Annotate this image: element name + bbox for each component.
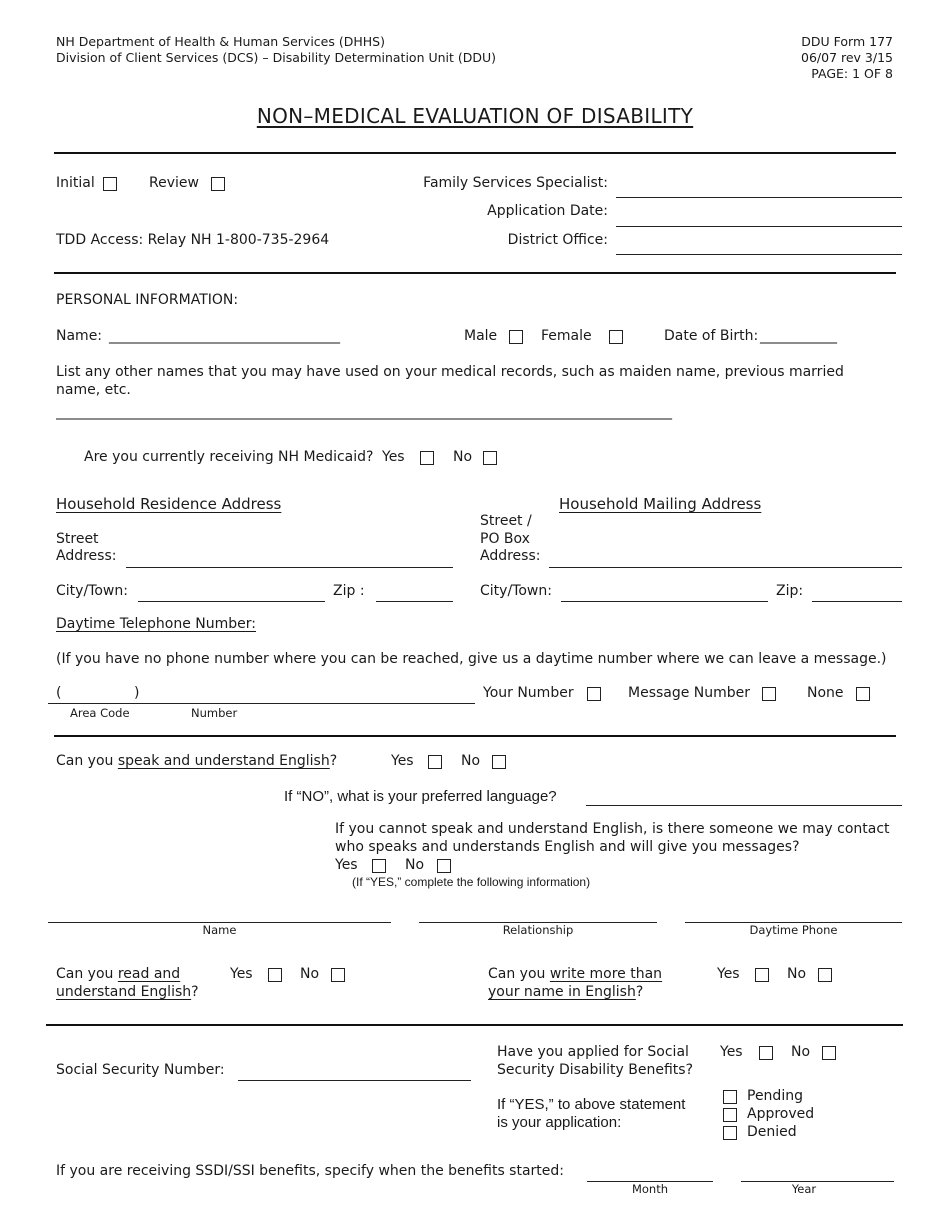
- dob-label: Date of Birth:: [664, 328, 759, 344]
- contact-yes-checkbox[interactable]: [372, 859, 386, 873]
- year-label: Year: [791, 1182, 817, 1196]
- mailing-city-field[interactable]: [561, 601, 768, 602]
- none-checkbox[interactable]: [856, 687, 870, 701]
- speak-yes-checkbox[interactable]: [428, 755, 442, 769]
- family-services-specialist-label: Family Services Specialist:: [423, 175, 608, 191]
- district-office-label: District Office:: [507, 232, 608, 248]
- street-label: Street: [56, 531, 99, 547]
- initial-label: Initial: [56, 175, 95, 191]
- applied-yes-checkbox[interactable]: [759, 1046, 773, 1060]
- application-date-label: Application Date:: [487, 203, 608, 219]
- medicaid-yes-checkbox[interactable]: [420, 451, 434, 465]
- residence-zip-label: Zip :: [333, 583, 365, 599]
- ssn-field[interactable]: [238, 1080, 471, 1081]
- form-title: NON–MEDICAL EVALUATION OF DISABILITY: [256, 104, 694, 128]
- write-english-question-line2: your name in English?: [488, 984, 644, 1000]
- write-no-label: No: [787, 966, 807, 982]
- other-names-field[interactable]: ________________________________________________________________________________________: [56, 404, 672, 420]
- contact-name-label: Name: [202, 923, 237, 937]
- form-number: DDU Form 177: [801, 34, 893, 49]
- denied-label: Denied: [747, 1124, 797, 1140]
- application-status-question-line2: is your application:: [497, 1114, 622, 1131]
- write-no-checkbox[interactable]: [818, 968, 832, 982]
- male-checkbox[interactable]: [509, 330, 523, 344]
- contact-question-line1: If you cannot speak and understand English, is there someone we may contact: [335, 821, 890, 837]
- contact-question-line2: who speaks and understands English and will give you messages?: [335, 839, 800, 855]
- benefits-start-question: If you are receiving SSDI/SSI benefits, specify when the benefits started:: [56, 1163, 565, 1179]
- department-name: NH Department of Health & Human Services (DHHS): [56, 34, 385, 49]
- po-box-label-3: Address:: [480, 548, 541, 564]
- contact-no-checkbox[interactable]: [437, 859, 451, 873]
- po-box-label: Street /: [480, 513, 532, 529]
- application-status-question-line1: If “YES,” to above statement: [497, 1096, 686, 1113]
- denied-checkbox[interactable]: [723, 1126, 737, 1140]
- message-number-checkbox[interactable]: [762, 687, 776, 701]
- preferred-language-field[interactable]: [586, 805, 902, 806]
- number-label: Number: [191, 706, 238, 720]
- contact-relationship-label: Relationship: [502, 923, 574, 937]
- name-label: Name:: [56, 328, 103, 344]
- preferred-language-question: If “NO”, what is your preferred language?: [284, 788, 557, 805]
- district-office-field[interactable]: [616, 254, 902, 255]
- speak-yes-label: Yes: [391, 753, 414, 769]
- read-yes-checkbox[interactable]: [268, 968, 282, 982]
- pending-checkbox[interactable]: [723, 1090, 737, 1104]
- mailing-zip-field[interactable]: [812, 601, 902, 602]
- contact-phone-label: Daytime Phone: [749, 923, 838, 937]
- mailing-address-title: Household Mailing Address: [559, 495, 762, 513]
- none-label: None: [807, 685, 844, 701]
- phone-number-field[interactable]: [48, 703, 475, 704]
- divider: [46, 1024, 903, 1026]
- residence-city-field[interactable]: [138, 601, 325, 602]
- medicaid-no-label: No: [453, 449, 473, 465]
- other-names-instructions: List any other names that you may have used on your medical records, such as maiden name, previous married name, etc.: [56, 364, 844, 398]
- section-title-personal: PERSONAL INFORMATION:: [56, 292, 239, 308]
- residence-city-label: City/Town:: [56, 583, 128, 599]
- approved-label: Approved: [747, 1106, 815, 1122]
- read-english-question: Can you read and: [56, 966, 181, 982]
- street-label-2: Address:: [56, 548, 117, 564]
- write-yes-checkbox[interactable]: [755, 968, 769, 982]
- month-label: Month: [631, 1182, 669, 1196]
- pending-label: Pending: [747, 1088, 803, 1104]
- mailing-zip-label: Zip:: [776, 583, 804, 599]
- if-yes-note: (If “YES,” complete the following information): [352, 875, 591, 889]
- family-services-specialist-field[interactable]: [616, 197, 902, 198]
- contact-yes-label: Yes: [335, 857, 358, 873]
- medicaid-yes-label: Yes: [382, 449, 405, 465]
- form-revision: 06/07 rev 3/15: [801, 50, 893, 65]
- residence-zip-field[interactable]: [376, 601, 453, 602]
- speak-no-checkbox[interactable]: [492, 755, 506, 769]
- mailing-street-field[interactable]: [549, 567, 902, 568]
- division-name: Division of Client Services (DCS) – Disability Determination Unit (DDU): [56, 50, 497, 65]
- your-number-label: Your Number: [483, 685, 574, 701]
- applied-no-checkbox[interactable]: [822, 1046, 836, 1060]
- approved-checkbox[interactable]: [723, 1108, 737, 1122]
- write-english-question: Can you write more than: [488, 966, 663, 982]
- area-code-close-paren: ): [134, 685, 140, 701]
- female-label: Female: [541, 328, 592, 344]
- speak-english-question: Can you speak and understand English?: [56, 753, 338, 769]
- ssn-label: Social Security Number:: [56, 1062, 225, 1078]
- applied-yes-label: Yes: [720, 1044, 743, 1060]
- your-number-checkbox[interactable]: [587, 687, 601, 701]
- divider: [54, 152, 896, 154]
- write-yes-label: Yes: [717, 966, 740, 982]
- area-code-open-paren: (: [56, 685, 62, 701]
- review-label: Review: [149, 175, 199, 191]
- residence-street-field[interactable]: [126, 567, 453, 568]
- medicaid-question: Are you currently receiving NH Medicaid?: [84, 449, 374, 465]
- residence-address-title: Household Residence Address: [56, 495, 282, 513]
- applied-ssdi-question-line1: Have you applied for Social: [497, 1044, 689, 1060]
- contact-no-label: No: [405, 857, 425, 873]
- male-label: Male: [464, 328, 498, 344]
- phone-note: (If you have no phone number where you can be reached, give us a daytime number where we can leave a message.): [56, 651, 887, 667]
- read-no-checkbox[interactable]: [331, 968, 345, 982]
- speak-no-label: No: [461, 753, 481, 769]
- initial-checkbox[interactable]: [103, 177, 117, 191]
- application-date-field[interactable]: [616, 226, 902, 227]
- name-field[interactable]: _________________________________: [109, 328, 340, 344]
- mailing-city-label: City/Town:: [480, 583, 552, 599]
- message-number-label: Message Number: [628, 685, 751, 701]
- po-box-label-2: PO Box: [480, 531, 530, 547]
- female-checkbox[interactable]: [609, 330, 623, 344]
- area-code-label: Area Code: [70, 706, 130, 720]
- tdd-access: TDD Access: Relay NH 1-800-735-2964: [56, 232, 330, 248]
- divider: [54, 272, 896, 274]
- dob-field[interactable]: ___________: [760, 328, 837, 344]
- page-number: PAGE: 1 OF 8: [811, 66, 893, 81]
- review-checkbox[interactable]: [211, 177, 225, 191]
- phone-title: Daytime Telephone Number:: [56, 616, 256, 632]
- medicaid-no-checkbox[interactable]: [483, 451, 497, 465]
- read-english-question-line2: understand English?: [56, 984, 199, 1000]
- read-yes-label: Yes: [230, 966, 253, 982]
- applied-no-label: No: [791, 1044, 811, 1060]
- read-no-label: No: [300, 966, 320, 982]
- divider: [54, 735, 896, 737]
- applied-ssdi-question-line2: Security Disability Benefits?: [497, 1062, 693, 1078]
